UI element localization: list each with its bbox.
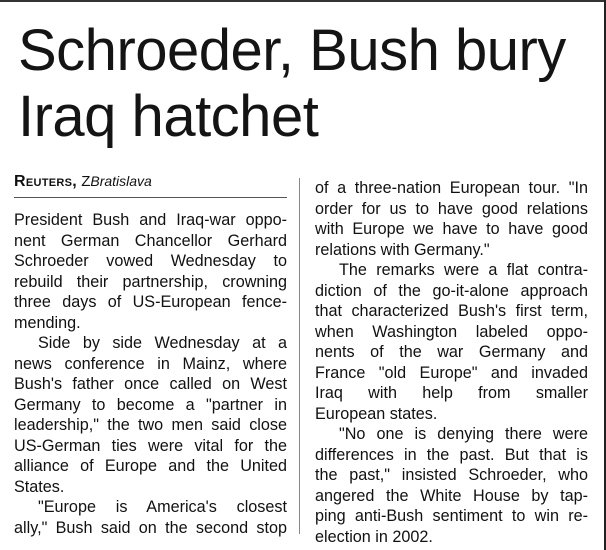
text-line: Iraq with help from smaller — [315, 384, 588, 402]
byline-place: Bratislava — [90, 173, 152, 189]
byline-agency: Reuters, — [14, 173, 78, 190]
text-line: "No one is denying there were — [339, 425, 588, 443]
text-line: angered the White House by tap- — [315, 486, 588, 505]
column-divider — [299, 178, 300, 534]
paragraph-2 — [14, 333, 287, 497]
text-line: European states. — [315, 404, 438, 423]
text-line: Bush's father once called on West — [14, 375, 287, 393]
text-line: ping anti-Bush sentiment to win re- — [315, 507, 588, 525]
text-line: with Europe we have to have good — [315, 220, 588, 238]
text-line: President Bush and Iraq-war oppo- — [14, 211, 287, 229]
text-line: France "old Europe" and invaded — [315, 363, 588, 382]
paragraph-5 — [315, 424, 588, 547]
text-line: order for us to have good relations — [315, 199, 588, 218]
article-column-right — [315, 178, 588, 547]
text-line: leadership," the two men said close — [14, 416, 287, 434]
text-line: Germany to become a "partner in — [14, 395, 287, 414]
article-column-left — [14, 172, 287, 538]
byline-place-prefix: Z — [77, 173, 91, 190]
text-line: nents of the war Germany and — [315, 343, 588, 361]
text-line: ally," Bush said on the second stop — [14, 518, 287, 537]
text-line: Schroeder vowed Wednesday to — [14, 252, 287, 270]
text-line: the past," insisted Schroeder, who — [315, 466, 588, 484]
text-line: relations with Germany." — [315, 240, 490, 259]
text-line: of a three-nation European tour. "In — [315, 179, 588, 197]
text-line: nent German Chancellor Gerhard — [14, 231, 287, 250]
text-line: alliance of Europe and the United — [14, 457, 287, 475]
paragraph-3-continued — [315, 178, 588, 260]
text-line: States. — [14, 477, 65, 496]
text-line: when Washington labeled oppo- — [315, 322, 588, 341]
headline-line-2: Iraq hatchet — [18, 84, 319, 149]
text-line: mending. — [14, 313, 81, 332]
text-line: "Europe is America's closest — [38, 498, 287, 516]
paragraph-4 — [315, 260, 588, 424]
text-line: differences in the past. But that is — [315, 445, 588, 464]
text-line: The remarks were a flat contra- — [339, 261, 588, 279]
text-line: that characterized Bush's first term, — [315, 302, 588, 320]
text-line: rebuild their partnership, crowning — [14, 272, 287, 291]
text-line: three days of US-European fence- — [14, 293, 287, 311]
text-line: diction of the go-it-alone approach — [315, 281, 588, 300]
text-line: US-German ties were vital for the — [14, 436, 287, 455]
top-rule — [0, 0, 604, 2]
paragraph-3 — [14, 497, 287, 538]
text-line: election in 2002. — [315, 527, 433, 546]
paragraph-1 — [14, 210, 287, 333]
headline — [18, 18, 588, 150]
headline-line-1: Schroeder, Bush bury — [18, 18, 566, 83]
text-line: Side by side Wednesday at a — [38, 334, 287, 352]
text-line: news conference in Mainz, where — [14, 354, 287, 373]
byline — [14, 172, 287, 198]
